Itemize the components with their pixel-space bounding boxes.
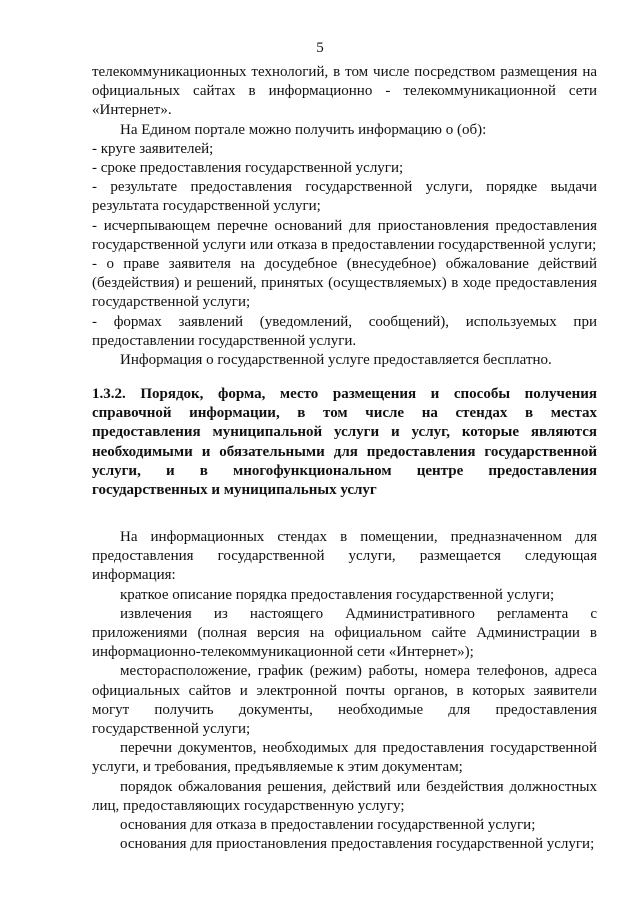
paragraph: порядок обжалования решения, действий или бездействия должностных лиц, предоставляющих государственную услугу; (92, 778, 597, 814)
paragraph: месторасположение, график (режим) работы, номера телефонов, адреса официальных сайтов и электронной почты органов, в которых заявители могут получить документы, необходимые для предоставления государственной услуги; (92, 663, 597, 738)
body-text-block (92, 528, 597, 854)
paragraph: На Едином портале можно получить информацию о (об): (120, 121, 487, 138)
paragraph: - формах заявлений (уведомлений, сообщений), используемых при предоставлении государственной услуги. (92, 313, 597, 349)
paragraph: краткое описание порядка предоставления государственной услуги; (120, 586, 555, 603)
paragraph: - исчерпывающем перечне оснований для приостановления предоставления государственной услуги или отказа в предоставлении государственной услуги; (92, 217, 597, 253)
paragraph: основания для отказа в предоставлении государственной услуги; (120, 817, 536, 834)
paragraph: основания для приостановления предоставления государственной услуги; (120, 836, 595, 853)
paragraph: - сроке предоставления государственной услуги; (92, 160, 404, 177)
paragraph: - круге заявителей; (92, 140, 214, 157)
paragraph: извлечения из настоящего Административного регламента с приложениями (полная версия на официальном сайте Администрации в информационно-телекоммуникационной сети «Интернет»); (92, 605, 597, 661)
paragraph: перечни документов, необходимых для предоставления государственной услуги, и требования, предъявляемые к этим документам; (92, 740, 597, 776)
paragraph: - результате предоставления государственной услуги, порядке выдачи результата государственной услуги; (92, 179, 597, 215)
section-heading-text: 1.3.2. Порядок, форма, место размещения и способы получения справочной информации, в том числе на стендах в местах предоставления муниципальной услуги и услуг, которые являются необходимыми и обязательными для предоставления государственной услуги, и в многофункциональном центре предоставления государственных и муниципальных услуг (92, 386, 597, 499)
paragraph: телекоммуникационных технологий, в том числе посредством размещения на официальных сайтах в информационно - телекоммуникационной сети «Интернет». (92, 64, 597, 119)
paragraph: - о праве заявителя на досудебное (внесудебное) обжалование действий (бездействия) и решений, принятых (осуществляемых) в ходе предоставления государственной услуги; (92, 256, 597, 311)
page-number: 5 (316, 40, 324, 56)
section-heading (92, 385, 597, 500)
paragraph: На информационных стендах в помещении, предназначенном для предоставления государственной услуги, размещается следующая информация: (92, 529, 597, 584)
top-text-block (92, 63, 597, 370)
paragraph: Информация о государственной услуге предоставляется бесплатно. (120, 352, 552, 369)
